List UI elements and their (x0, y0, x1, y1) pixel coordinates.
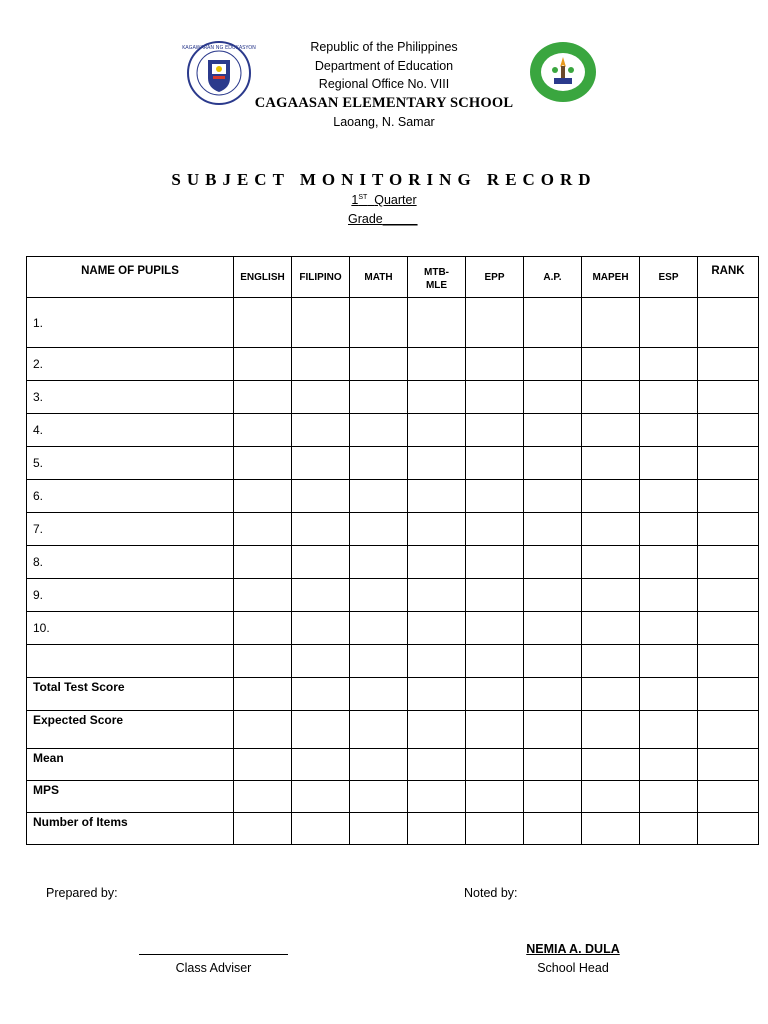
school-head-title: School Head (537, 961, 609, 975)
pupil-row (27, 414, 759, 447)
score-cell[interactable] (292, 480, 350, 513)
score-cell[interactable] (524, 414, 582, 447)
score-cell[interactable] (640, 645, 698, 678)
score-cell[interactable] (408, 298, 466, 348)
summary-value-cell[interactable] (698, 781, 759, 813)
pupil-name-cell[interactable]: 4. (27, 414, 234, 447)
score-cell[interactable] (292, 579, 350, 612)
score-cell[interactable] (524, 612, 582, 645)
score-cell[interactable] (466, 414, 524, 447)
summary-value-cell[interactable] (408, 781, 466, 813)
score-cell[interactable] (640, 513, 698, 546)
pupil-row (27, 645, 759, 678)
summary-value-cell[interactable] (292, 678, 350, 711)
summary-value-cell[interactable] (408, 749, 466, 781)
summary-value-cell[interactable] (234, 711, 292, 749)
header-line-1: Republic of the Philippines (310, 40, 458, 54)
score-cell[interactable] (408, 381, 466, 414)
monitoring-table (26, 256, 759, 845)
summary-value-cell[interactable] (350, 781, 408, 813)
pupil-row (27, 612, 759, 645)
score-cell[interactable] (698, 579, 759, 612)
pupil-name-cell[interactable]: 8. (27, 546, 234, 579)
deped-logo-text: KAGAWARAN NG EDUKASYON (182, 45, 256, 51)
summary-value-cell[interactable] (582, 711, 640, 749)
summary-value-cell[interactable] (524, 781, 582, 813)
score-cell[interactable] (466, 381, 524, 414)
score-cell[interactable] (698, 381, 759, 414)
pupil-name-cell[interactable]: 3. (27, 381, 234, 414)
col-header-ap: A.P. (524, 257, 582, 298)
summary-value-cell[interactable] (640, 678, 698, 711)
grade-line (348, 212, 418, 226)
score-cell[interactable] (640, 414, 698, 447)
score-cell[interactable] (234, 612, 292, 645)
summary-value-cell[interactable] (466, 711, 524, 749)
summary-rows (27, 678, 759, 845)
score-cell[interactable] (524, 579, 582, 612)
pupil-name-cell[interactable]: 5. (27, 447, 234, 480)
summary-value-cell[interactable] (698, 678, 759, 711)
score-cell[interactable] (582, 381, 640, 414)
summary-value-cell[interactable] (350, 749, 408, 781)
score-cell[interactable] (292, 298, 350, 348)
pupil-row (27, 298, 759, 348)
score-cell[interactable] (698, 546, 759, 579)
score-cell[interactable] (350, 381, 408, 414)
score-cell[interactable] (408, 513, 466, 546)
summary-value-cell[interactable] (408, 813, 466, 845)
summary-value-cell[interactable] (350, 813, 408, 845)
summary-label-cell: Mean (27, 749, 234, 781)
col-header-esp: ESP (640, 257, 698, 298)
pupil-name-cell[interactable] (27, 645, 234, 678)
page-title: SUBJECT MONITORING RECORD (171, 170, 597, 189)
score-cell[interactable] (524, 381, 582, 414)
score-cell[interactable] (466, 579, 524, 612)
score-cell[interactable] (292, 381, 350, 414)
score-cell[interactable] (582, 579, 640, 612)
score-cell[interactable] (466, 645, 524, 678)
score-cell[interactable] (582, 513, 640, 546)
score-cell[interactable] (292, 645, 350, 678)
score-cell[interactable] (350, 298, 408, 348)
score-cell[interactable] (640, 612, 698, 645)
summary-row (27, 711, 759, 749)
quarter-suffix: ST (358, 193, 368, 201)
summary-value-cell[interactable] (640, 749, 698, 781)
score-cell[interactable] (234, 645, 292, 678)
adviser-title: Class Adviser (175, 961, 252, 975)
school-name: CAGAASAN ELEMENTARY SCHOOL (254, 95, 514, 111)
score-cell[interactable] (350, 612, 408, 645)
score-cell[interactable] (698, 645, 759, 678)
summary-value-cell[interactable] (292, 749, 350, 781)
score-cell[interactable] (698, 513, 759, 546)
score-cell[interactable] (524, 513, 582, 546)
score-cell[interactable] (582, 447, 640, 480)
school-head-name: NEMIA A. DULA (526, 942, 620, 956)
grade-blank: _____ (382, 212, 418, 226)
score-cell[interactable] (582, 348, 640, 381)
pupil-row (27, 447, 759, 480)
score-cell[interactable] (408, 447, 466, 480)
score-cell[interactable] (466, 348, 524, 381)
score-cell[interactable] (234, 513, 292, 546)
score-cell[interactable] (698, 480, 759, 513)
col-header-filipino: FILIPINO (292, 257, 350, 298)
col-header-mtb-mle (408, 257, 466, 298)
score-cell[interactable] (234, 348, 292, 381)
summary-value-cell[interactable] (350, 711, 408, 749)
score-cell[interactable] (466, 513, 524, 546)
score-cell[interactable] (640, 381, 698, 414)
noted-by-label: Noted by: (464, 886, 518, 900)
score-cell[interactable] (524, 298, 582, 348)
summary-value-cell[interactable] (640, 781, 698, 813)
score-cell[interactable] (640, 579, 698, 612)
score-cell[interactable] (234, 381, 292, 414)
pupil-name-cell[interactable]: 7. (27, 513, 234, 546)
summary-value-cell[interactable] (292, 813, 350, 845)
quarter-label: Quarter (374, 193, 417, 207)
score-cell[interactable] (640, 298, 698, 348)
summary-value-cell[interactable] (524, 711, 582, 749)
adviser-signature-line (139, 954, 288, 955)
summary-value-cell[interactable] (524, 678, 582, 711)
summary-value-cell[interactable] (234, 781, 292, 813)
summary-row (27, 678, 759, 711)
score-cell[interactable] (640, 480, 698, 513)
pupil-row (27, 480, 759, 513)
pupil-name-cell[interactable]: 1. (27, 298, 234, 348)
score-cell[interactable] (466, 612, 524, 645)
header-row (27, 257, 759, 298)
score-cell[interactable] (350, 480, 408, 513)
score-cell[interactable] (408, 612, 466, 645)
summary-value-cell[interactable] (292, 711, 350, 749)
pupil-row (27, 513, 759, 546)
score-cell[interactable] (292, 546, 350, 579)
score-cell[interactable] (350, 348, 408, 381)
summary-value-cell[interactable] (408, 711, 466, 749)
score-cell[interactable] (466, 546, 524, 579)
summary-label-cell: Total Test Score (27, 678, 234, 711)
score-cell[interactable] (582, 645, 640, 678)
score-cell[interactable] (640, 546, 698, 579)
score-cell[interactable] (698, 447, 759, 480)
summary-value-cell[interactable] (234, 813, 292, 845)
score-cell[interactable] (582, 546, 640, 579)
pupil-name-cell[interactable]: 6. (27, 480, 234, 513)
score-cell[interactable] (234, 579, 292, 612)
prepared-by-label: Prepared by: (46, 886, 118, 900)
score-cell[interactable] (524, 348, 582, 381)
grade-label: Grade (348, 212, 383, 226)
score-cell[interactable] (698, 348, 759, 381)
score-cell[interactable] (466, 447, 524, 480)
header-line-3: Regional Office No. VIII (318, 77, 450, 91)
col-header-math: MATH (350, 257, 408, 298)
score-cell[interactable] (408, 480, 466, 513)
summary-value-cell[interactable] (698, 813, 759, 845)
score-cell[interactable] (292, 414, 350, 447)
header-line-2: Department of Education (314, 59, 454, 73)
score-cell[interactable] (466, 298, 524, 348)
summary-value-cell[interactable] (524, 813, 582, 845)
summary-value-cell[interactable] (466, 678, 524, 711)
score-cell[interactable] (350, 447, 408, 480)
summary-value-cell[interactable] (292, 781, 350, 813)
summary-value-cell[interactable] (524, 749, 582, 781)
summary-value-cell[interactable] (466, 813, 524, 845)
pupil-row (27, 348, 759, 381)
pupil-name-cell[interactable]: 2. (27, 348, 234, 381)
score-cell[interactable] (292, 447, 350, 480)
summary-value-cell[interactable] (640, 711, 698, 749)
school-address: Laoang, N. Samar (333, 115, 435, 129)
score-cell[interactable] (524, 447, 582, 480)
summary-value-cell[interactable] (582, 749, 640, 781)
score-cell[interactable] (408, 546, 466, 579)
summary-value-cell[interactable] (698, 711, 759, 749)
score-cell[interactable] (582, 298, 640, 348)
score-cell[interactable] (234, 546, 292, 579)
quarter-line (0, 193, 768, 207)
summary-value-cell[interactable] (408, 678, 466, 711)
summary-value-cell[interactable] (466, 749, 524, 781)
score-cell[interactable] (698, 414, 759, 447)
summary-value-cell[interactable] (350, 678, 408, 711)
score-cell[interactable] (292, 513, 350, 546)
score-cell[interactable] (234, 447, 292, 480)
summary-label-cell: Expected Score (27, 711, 234, 749)
col-header-name: NAME OF PUPILS (27, 257, 234, 298)
pupil-row (27, 381, 759, 414)
score-cell[interactable] (408, 645, 466, 678)
score-cell[interactable] (524, 645, 582, 678)
pupil-row (27, 579, 759, 612)
score-cell[interactable] (582, 414, 640, 447)
summary-row (27, 813, 759, 845)
pupil-row (27, 546, 759, 579)
score-cell[interactable] (640, 348, 698, 381)
mtb-mle-label: MTB-MLE (424, 266, 449, 291)
score-cell[interactable] (292, 348, 350, 381)
col-header-english: ENGLISH (234, 257, 292, 298)
summary-value-cell[interactable] (582, 781, 640, 813)
summary-value-cell[interactable] (234, 749, 292, 781)
score-cell[interactable] (350, 546, 408, 579)
score-cell[interactable] (408, 348, 466, 381)
score-cell[interactable] (698, 612, 759, 645)
summary-label-cell: Number of Items (27, 813, 234, 845)
score-cell[interactable] (350, 645, 408, 678)
summary-value-cell[interactable] (582, 813, 640, 845)
score-cell[interactable] (582, 612, 640, 645)
col-header-rank: RANK (698, 257, 759, 298)
summary-label-cell: MPS (27, 781, 234, 813)
pupil-name-cell[interactable]: 10. (27, 612, 234, 645)
score-cell[interactable] (524, 546, 582, 579)
score-cell[interactable] (640, 447, 698, 480)
score-cell[interactable] (582, 480, 640, 513)
score-cell[interactable] (698, 298, 759, 348)
col-header-mapeh: MAPEH (582, 257, 640, 298)
score-cell[interactable] (234, 414, 292, 447)
score-cell[interactable] (408, 414, 466, 447)
score-cell[interactable] (408, 579, 466, 612)
summary-value-cell[interactable] (640, 813, 698, 845)
summary-row (27, 781, 759, 813)
score-cell[interactable] (350, 513, 408, 546)
score-cell[interactable] (466, 480, 524, 513)
summary-value-cell[interactable] (582, 678, 640, 711)
score-cell[interactable] (524, 480, 582, 513)
score-cell[interactable] (350, 579, 408, 612)
score-cell[interactable] (234, 480, 292, 513)
pupil-name-cell[interactable]: 9. (27, 579, 234, 612)
score-cell[interactable] (234, 298, 292, 348)
summary-row (27, 749, 759, 781)
summary-value-cell[interactable] (466, 781, 524, 813)
summary-value-cell[interactable] (234, 678, 292, 711)
col-header-epp: EPP (466, 257, 524, 298)
score-cell[interactable] (292, 612, 350, 645)
pupil-rows (27, 298, 759, 678)
score-cell[interactable] (350, 414, 408, 447)
quarter-number: 1 (351, 193, 359, 207)
summary-value-cell[interactable] (698, 749, 759, 781)
